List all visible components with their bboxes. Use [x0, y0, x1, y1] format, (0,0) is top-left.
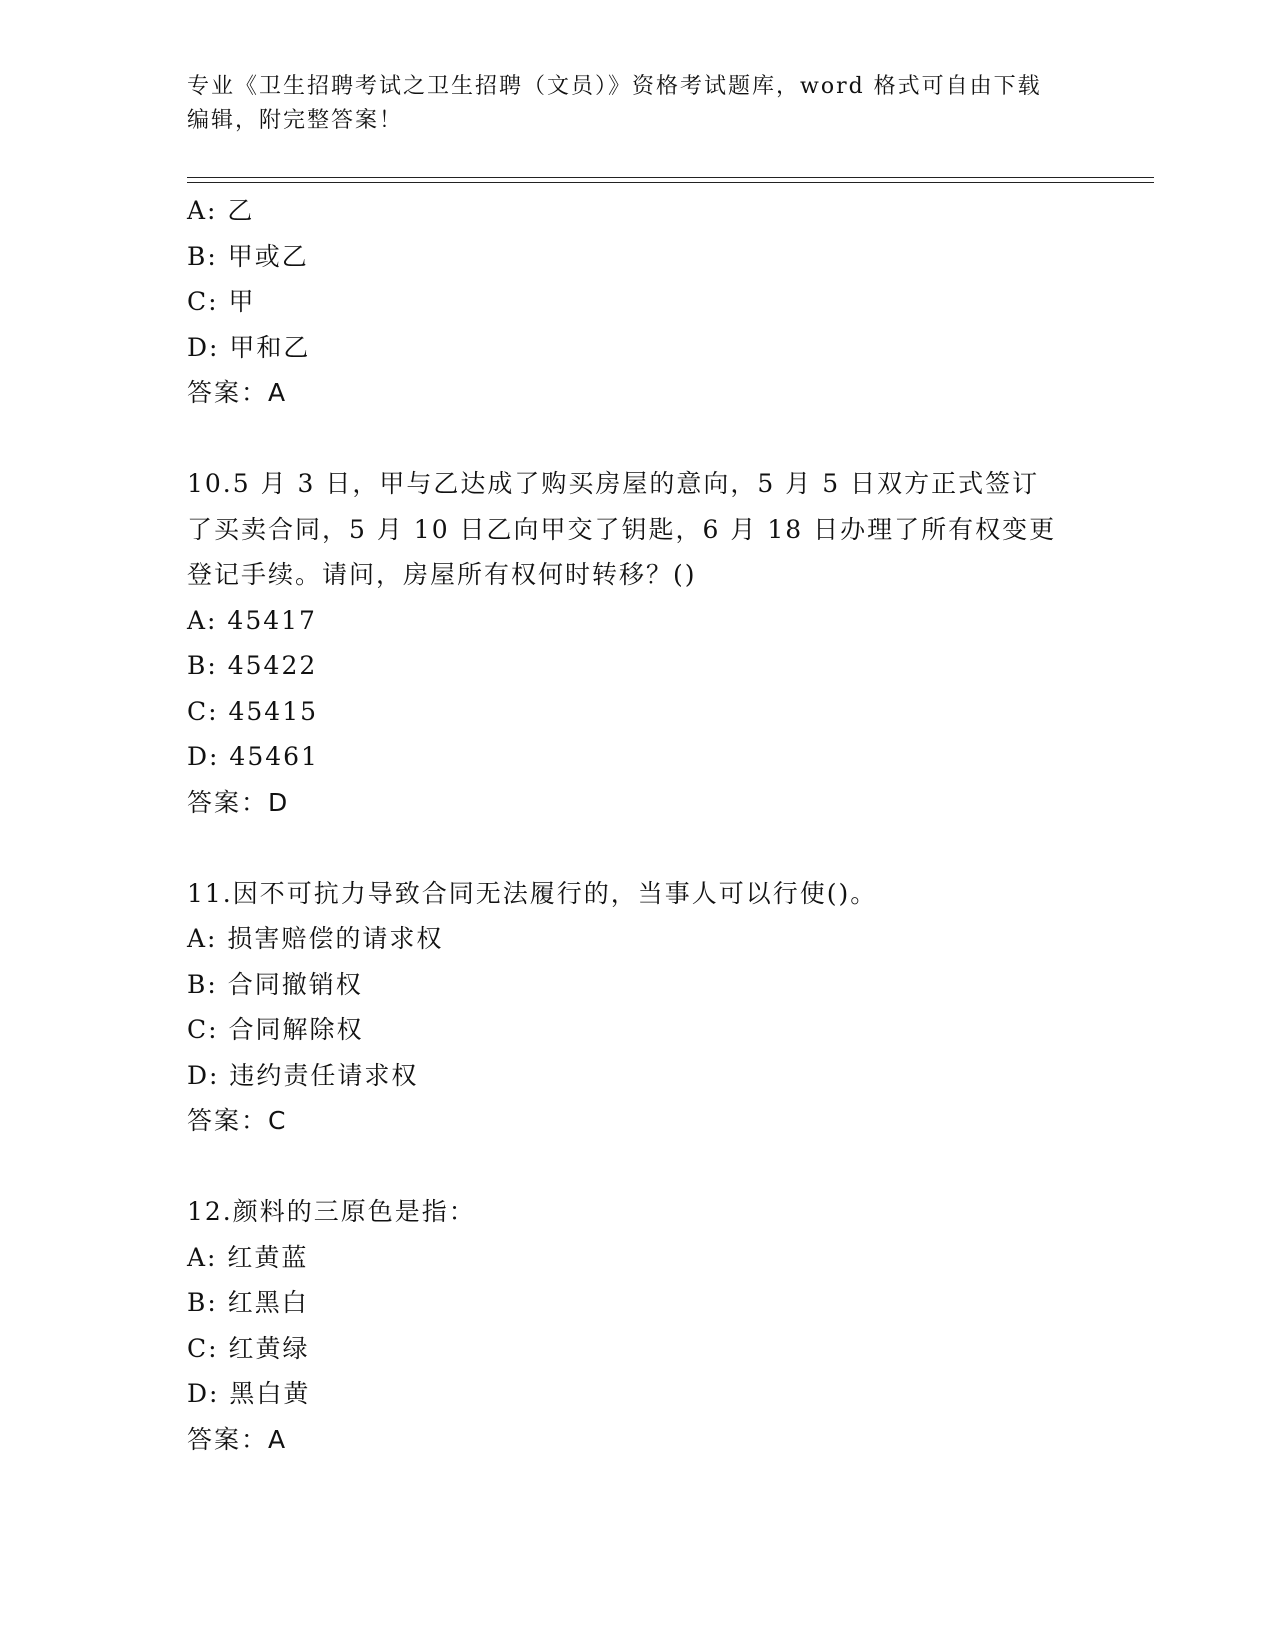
option-c: C: 红黄绿 [187, 1333, 310, 1363]
question-stem-line: 登记手续。请问，房屋所有权何时转移？() [187, 560, 697, 589]
answer: 答案：D [187, 787, 290, 817]
question-stem-line: 了买卖合同，5 月 10 日乙向甲交了钥匙，6 月 18 日办理了所有权变更 [187, 514, 1057, 544]
header-divider [187, 177, 1154, 183]
question-9 [187, 188, 1087, 416]
option-a: A: 红黄蓝 [187, 1242, 309, 1272]
option-b: B: 甲或乙 [187, 241, 309, 271]
question-12 [187, 1189, 1087, 1462]
header-line-2: 编辑，附完整答案！ [187, 108, 404, 133]
option-a: A: 45417 [187, 605, 317, 635]
option-b: B: 45422 [187, 651, 318, 680]
option-d: D: 甲和乙 [187, 332, 311, 362]
option-d: D: 黑白黄 [187, 1379, 311, 1408]
option-a: A: 损害赔偿的请求权 [187, 924, 444, 953]
option-b: B: 红黑白 [187, 1288, 309, 1317]
option-a: A: 乙 [187, 196, 255, 225]
option-c: C: 45415 [187, 696, 319, 726]
question-stem-line: 11.因不可抗力导致合同无法履行的，当事人可以行使()。 [187, 878, 878, 908]
option-c: C: 甲 [187, 287, 256, 316]
question-list [187, 188, 1087, 1462]
question-stem-line: 12.颜料的三原色是指： [187, 1197, 476, 1226]
question-stem-line: 10.5 月 3 日，甲与乙达成了购买房屋的意向，5 月 5 日双方正式签订 [187, 469, 1040, 498]
answer: 答案：A [187, 378, 288, 407]
option-d: D: 违约责任请求权 [187, 1060, 419, 1090]
question-11 [187, 871, 1087, 1144]
option-c: C: 合同解除权 [187, 1015, 364, 1044]
page-header [187, 70, 1087, 138]
answer: 答案：A [187, 1424, 288, 1454]
spacer [187, 1144, 1087, 1190]
spacer [187, 416, 1087, 462]
answer: 答案：C [187, 1106, 288, 1135]
option-d: D: 45461 [187, 742, 319, 771]
question-10 [187, 461, 1087, 825]
spacer [187, 825, 1087, 871]
option-b: B: 合同撤销权 [187, 969, 363, 999]
header-line-1: 专业《卫生招聘考试之卫生招聘（文员）》资格考试题库，word 格式可自由下载 [187, 74, 1042, 99]
